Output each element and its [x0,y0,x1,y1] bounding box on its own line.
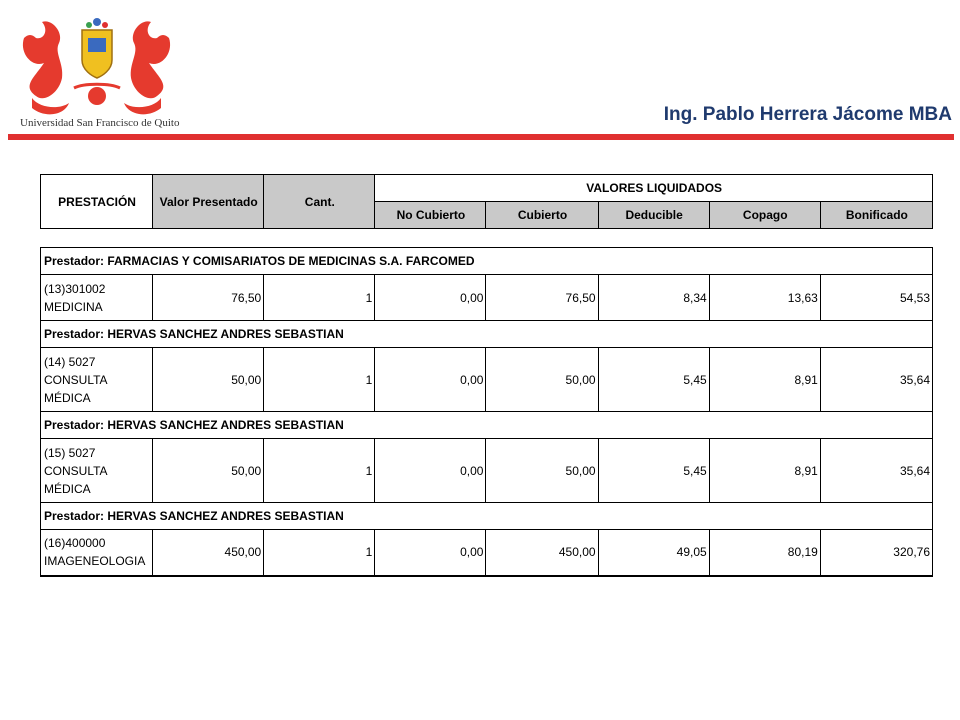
deducible-cell: 49,05 [598,530,709,576]
col-prestacion: PRESTACIÓN [41,175,153,229]
cant-cell: 1 [264,439,375,503]
valor-cell: 50,00 [153,439,264,503]
col-copago: Copago [709,202,820,229]
bonificado-cell: 35,64 [820,439,932,503]
prestador-row: Prestador: HERVAS SANCHEZ ANDRES SEBASTIAN [41,321,933,348]
prestacion-cell: (16)400000 IMAGENEOLOGIA [41,530,153,576]
cubierto-cell: 50,00 [486,439,598,503]
table-row [41,439,933,503]
cant-cell: 1 [264,275,375,321]
table-header [40,174,933,229]
no-cubierto-cell: 0,00 [375,530,486,576]
table-row [41,275,933,321]
cubierto-cell: 50,00 [486,348,598,412]
prestacion-cell: (15) 5027 CONSULTA MÉDICA [41,439,153,503]
bonificado-cell: 320,76 [820,530,932,576]
cant-cell: 1 [264,530,375,576]
table-row [41,530,933,576]
prestador-row: Prestador: HERVAS SANCHEZ ANDRES SEBASTIAN [41,503,933,530]
author-name: Ing. Pablo Herrera Jácome MBA [663,104,952,125]
prestador-row: Prestador: FARMACIAS Y COMISARIATOS DE MEDICINAS S.A. FARCOMED [41,248,933,275]
deducible-cell: 5,45 [598,439,709,503]
valor-cell: 50,00 [153,348,264,412]
header-divider [8,134,954,140]
copago-cell: 8,91 [709,348,820,412]
cubierto-cell: 76,50 [486,275,598,321]
prestador-row: Prestador: HERVAS SANCHEZ ANDRES SEBASTIAN [41,412,933,439]
col-no-cubierto: No Cubierto [375,202,486,229]
copago-cell: 13,63 [709,275,820,321]
no-cubierto-cell: 0,00 [375,439,486,503]
col-valor-presentado: Valor Presentado [153,175,264,229]
col-cant: Cant. [264,175,375,229]
col-cubierto: Cubierto [486,202,598,229]
col-bonificado: Bonificado [820,202,932,229]
bonificado-cell: 54,53 [820,275,932,321]
no-cubierto-cell: 0,00 [375,348,486,412]
logo-text: Universidad San Francisco de Quito [20,117,180,129]
bonificado-cell: 35,64 [820,348,932,412]
prestacion-cell: (13)301002 MEDICINA [41,275,153,321]
copago-cell: 8,91 [709,439,820,503]
claims-table [40,247,933,577]
deducible-cell: 5,45 [598,348,709,412]
cubierto-cell: 450,00 [486,530,598,576]
col-valores-liquidados: VALORES LIQUIDADOS [375,175,933,202]
col-deducible: Deducible [598,202,709,229]
no-cubierto-cell: 0,00 [375,275,486,321]
valor-cell: 76,50 [153,275,264,321]
university-logo [14,8,179,132]
copago-cell: 80,19 [709,530,820,576]
valor-cell: 450,00 [153,530,264,576]
table-row [41,348,933,412]
cant-cell: 1 [264,348,375,412]
deducible-cell: 8,34 [598,275,709,321]
prestacion-cell: (14) 5027 CONSULTA MÉDICA [41,348,153,412]
